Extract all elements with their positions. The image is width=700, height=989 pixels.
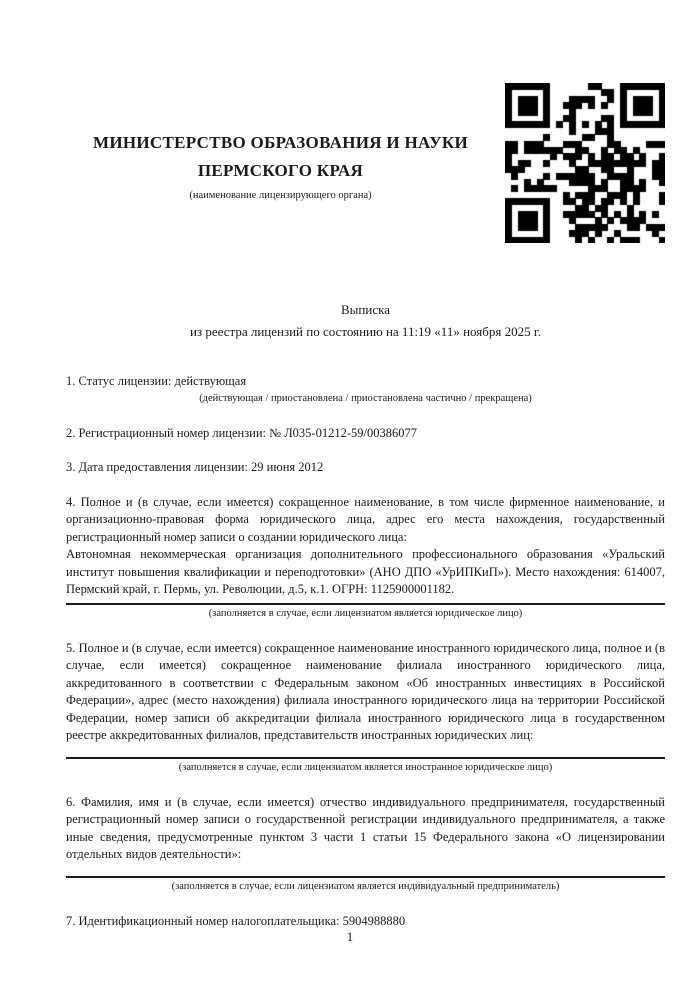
item-6-label: 6. Фамилия, имя и (в случае, если имеется) отчество индивидуального предпринимателя, государственный регистрационный номер записи о государственной регистрации индивидуального предпринимателя, а также иные сведения, предусмотренные пунктом 3 части 1 статьи 15 Федерального закона «О лицензировании отдельных видов деятельности»:: [66, 794, 665, 861]
item-2-registration-number: 2. Регистрационный номер лицензии: № Л035-01212-59/00386077: [66, 425, 417, 440]
item-4-legal-entity: [66, 494, 665, 621]
licensing-authority-block: [66, 83, 505, 202]
item-6-individual-entrepreneur: [66, 794, 665, 894]
ministry-name: [66, 129, 495, 185]
item-1-status-options-caption: (действующая / приостановлена / приостановлена частично / прекращена): [199, 392, 532, 404]
document-header: [66, 0, 665, 243]
license-items: [66, 373, 665, 930]
title-line2: из реестра лицензий по состоянию на 11:19 «11» ноября 2025 г.: [190, 324, 541, 339]
qr-code-icon: [505, 83, 665, 243]
item-1-license-status: 1. Статус лицензии: действующая: [66, 374, 247, 388]
licensing-authority-caption: (наименование лицензирующего органа): [189, 190, 372, 201]
item-7-taxpayer-number: 7. Идентификационный номер налогоплательщика: 5904988880: [66, 913, 406, 928]
item-4-label: 4. Полное и (в случае, если имеется) сокращенное наименование, в том числе фирменное наименование, и организационно-правовая форма юридического лица, адрес его места нахождения, государственный регистрационный номер записи о создании юридического лица:: [66, 494, 665, 544]
item-3-license-date: 3. Дата предоставления лицензии: 29 июня 2012: [66, 460, 324, 474]
ministry-name-line2: ПЕРМСКОГО КРАЯ: [197, 161, 364, 180]
item-5-foreign-legal-entity: [66, 640, 665, 775]
item-4-fill-in-rule: [66, 603, 665, 605]
item-4-rule-caption: (заполняется в случае, если лицензиатом является юридическое лицо): [208, 607, 523, 619]
item-5-rule-caption: (заполняется в случае, если лицензиатом является иностранное юридическое лицо): [178, 761, 553, 773]
item-6-rule-caption: (заполняется в случае, если лицензиатом является индивидуальный предприниматель): [171, 880, 560, 892]
item-6-fill-in-rule: [66, 876, 665, 878]
page-number: 1: [346, 930, 354, 944]
title-line1: Выписка: [341, 302, 390, 317]
item-4-value: Автономная некоммерческая организация дополнительного профессионального образования «Уральский институт повышения квалификации и переподготовки» (АНО ДПО «УрИПКиП»). Место нахождения: 614007, Пермский край, г. Пермь, ул. Революции, д.5, к.1. ОГРН: 1125900001182.: [66, 547, 665, 596]
item-5-label: 5. Полное и (в случае, если имеется) сокращенное наименование иностранного юридического лица, полное и (в случае, если имеется) сокращенное наименование филиала иностранного юридического лица, аккредитованного в соответствии с Федеральным законом «Об иностранных инвестициях в Российской Федерации», адрес (место нахождения) филиала иностранного юридического лица на территории Российской Федерации, номер записи об аккредитации филиала иностранного юридического лица в государственном реестре аккредитованных филиалов, представительств иностранных юридических лиц:: [66, 640, 665, 742]
item-5-fill-in-rule: [66, 757, 665, 759]
document-title: [66, 299, 665, 343]
ministry-name-line1: МИНИСТЕРСТВО ОБРАЗОВАНИЯ И НАУКИ: [92, 133, 469, 152]
